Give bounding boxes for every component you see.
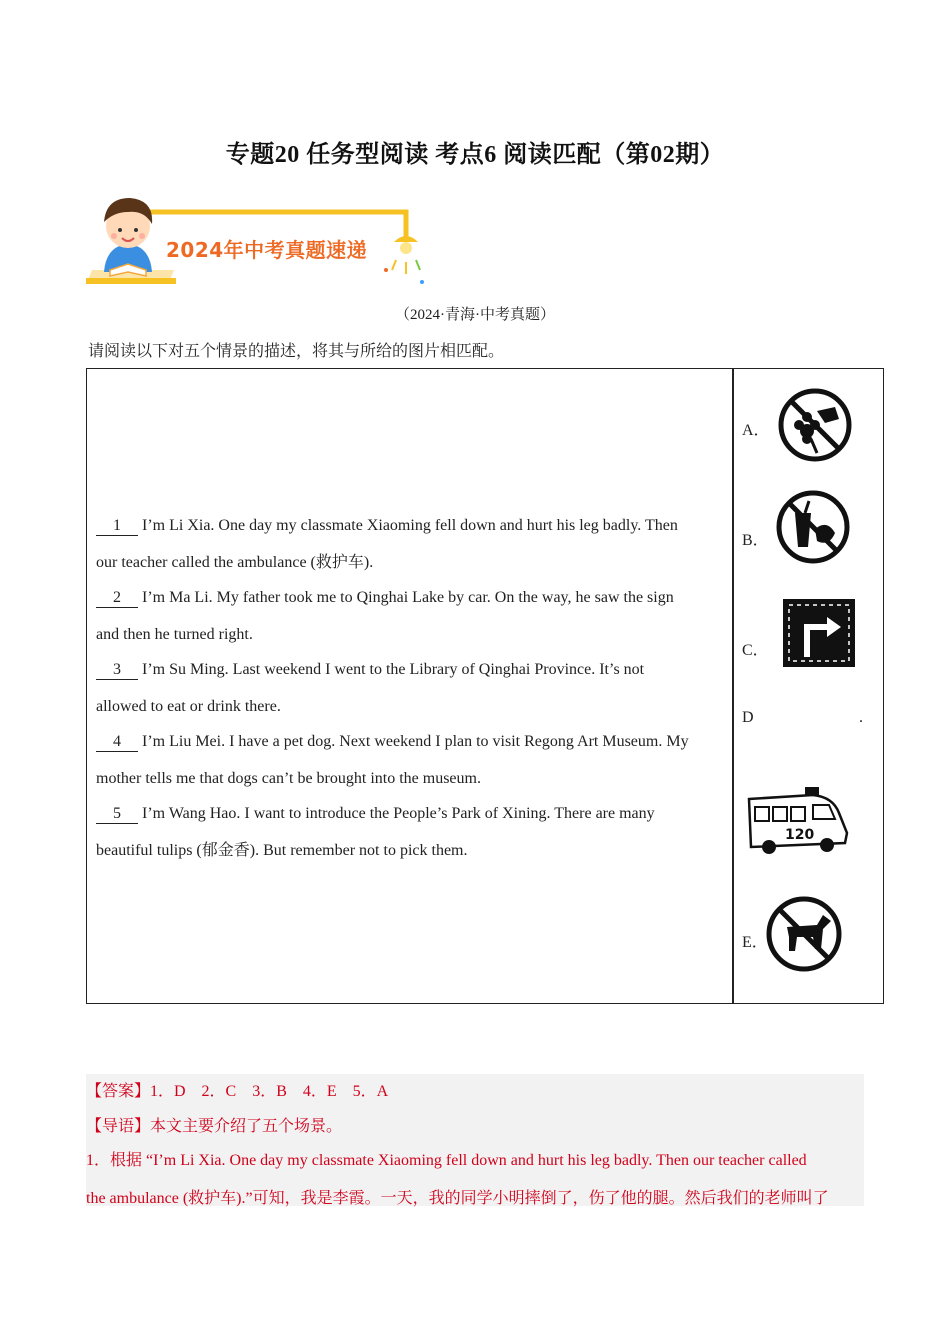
no-food-drink-icon — [775, 489, 851, 565]
scenario-item-5 — [96, 795, 721, 869]
scenario-text: I’m Su Ming. Last weekend I went to the Library of Qinghai Province. It’s not — [142, 661, 645, 678]
answer-blank-3[interactable]: 3 — [96, 661, 138, 680]
page-title: 专题20 任务型阅读 考点6 阅读匹配（第02期） — [225, 142, 725, 168]
answer-blank-4[interactable]: 4 — [96, 733, 138, 752]
scenario-text: our teacher called the ambulance (救护车). — [96, 554, 374, 571]
scenario-item-2 — [96, 579, 721, 653]
scenario-text: beautiful tulips (郁金香). But remember not to pick them. — [96, 842, 468, 859]
answer-blank-5[interactable]: 5 — [96, 805, 138, 824]
scenario-text: I’m Wang Hao. I want to introduce the People’s Park of Xining. There are many — [142, 805, 655, 822]
answer-blank-2[interactable]: 2 — [96, 589, 138, 608]
scenario-item-1 — [96, 507, 721, 581]
option-label-a: A． — [742, 422, 770, 439]
answer-key: 【答案】1．D 2．C 3．B 4．E 5．A — [86, 1083, 389, 1100]
ambulance-plate: 120 — [785, 827, 815, 843]
scenario-text: I’m Ma Li. My father took me to Qinghai Lake by car. On the way, he saw the sign — [142, 589, 674, 606]
answer-section — [86, 1074, 864, 1206]
ambulance-icon — [743, 785, 853, 857]
scenario-text: and then he turned right. — [96, 626, 253, 643]
banner — [86, 190, 426, 290]
explanation-line-1: 1．根据 “I’m Li Xia. One day my classmate Xiaoming fell down and hurt his leg badly. Then our teacher called — [86, 1152, 807, 1169]
guide-text: 【导语】本文主要介绍了五个场景。 — [86, 1118, 343, 1135]
banner-text: 2024年中考真题速递 — [166, 238, 368, 262]
column-divider — [732, 369, 734, 1003]
instruction: 请阅读以下对五个情景的描述，将其与所给的图片相匹配。 — [88, 343, 505, 360]
option-label-b: B． — [742, 532, 769, 549]
scenario-item-3 — [96, 651, 721, 725]
scenario-text: I’m Liu Mei. I have a pet dog. Next weekend I plan to visit Regong Art Museum. My — [142, 733, 689, 750]
turn-right-icon — [781, 597, 857, 669]
scenario-list — [96, 507, 721, 867]
scenario-text: I’m Li Xia. One day my classmate Xiaoming fell down and hurt his leg badly. Then — [142, 517, 678, 534]
source-line: （2024·青海·中考真题） — [395, 307, 555, 323]
option-label-d-dot: . — [859, 709, 863, 726]
option-label-e: E． — [742, 934, 768, 951]
answer-blank-1[interactable]: 1 — [96, 517, 138, 536]
scenario-item-4 — [96, 723, 721, 797]
option-label-c: C． — [742, 642, 769, 659]
no-picking-flowers-icon — [777, 387, 853, 463]
explanation-line-2: the ambulance (救护车).”可知，我是李霞。一天，我的同学小明摔倒了，伤了他的腿。然后我们的老师叫了 — [86, 1190, 829, 1207]
option-label-d: D — [742, 709, 754, 726]
no-dogs-icon — [765, 895, 843, 973]
scenario-text: mother tells me that dogs can’t be brought into the museum. — [96, 770, 481, 787]
scenario-text: allowed to eat or drink there. — [96, 698, 281, 715]
match-table — [86, 368, 884, 1004]
